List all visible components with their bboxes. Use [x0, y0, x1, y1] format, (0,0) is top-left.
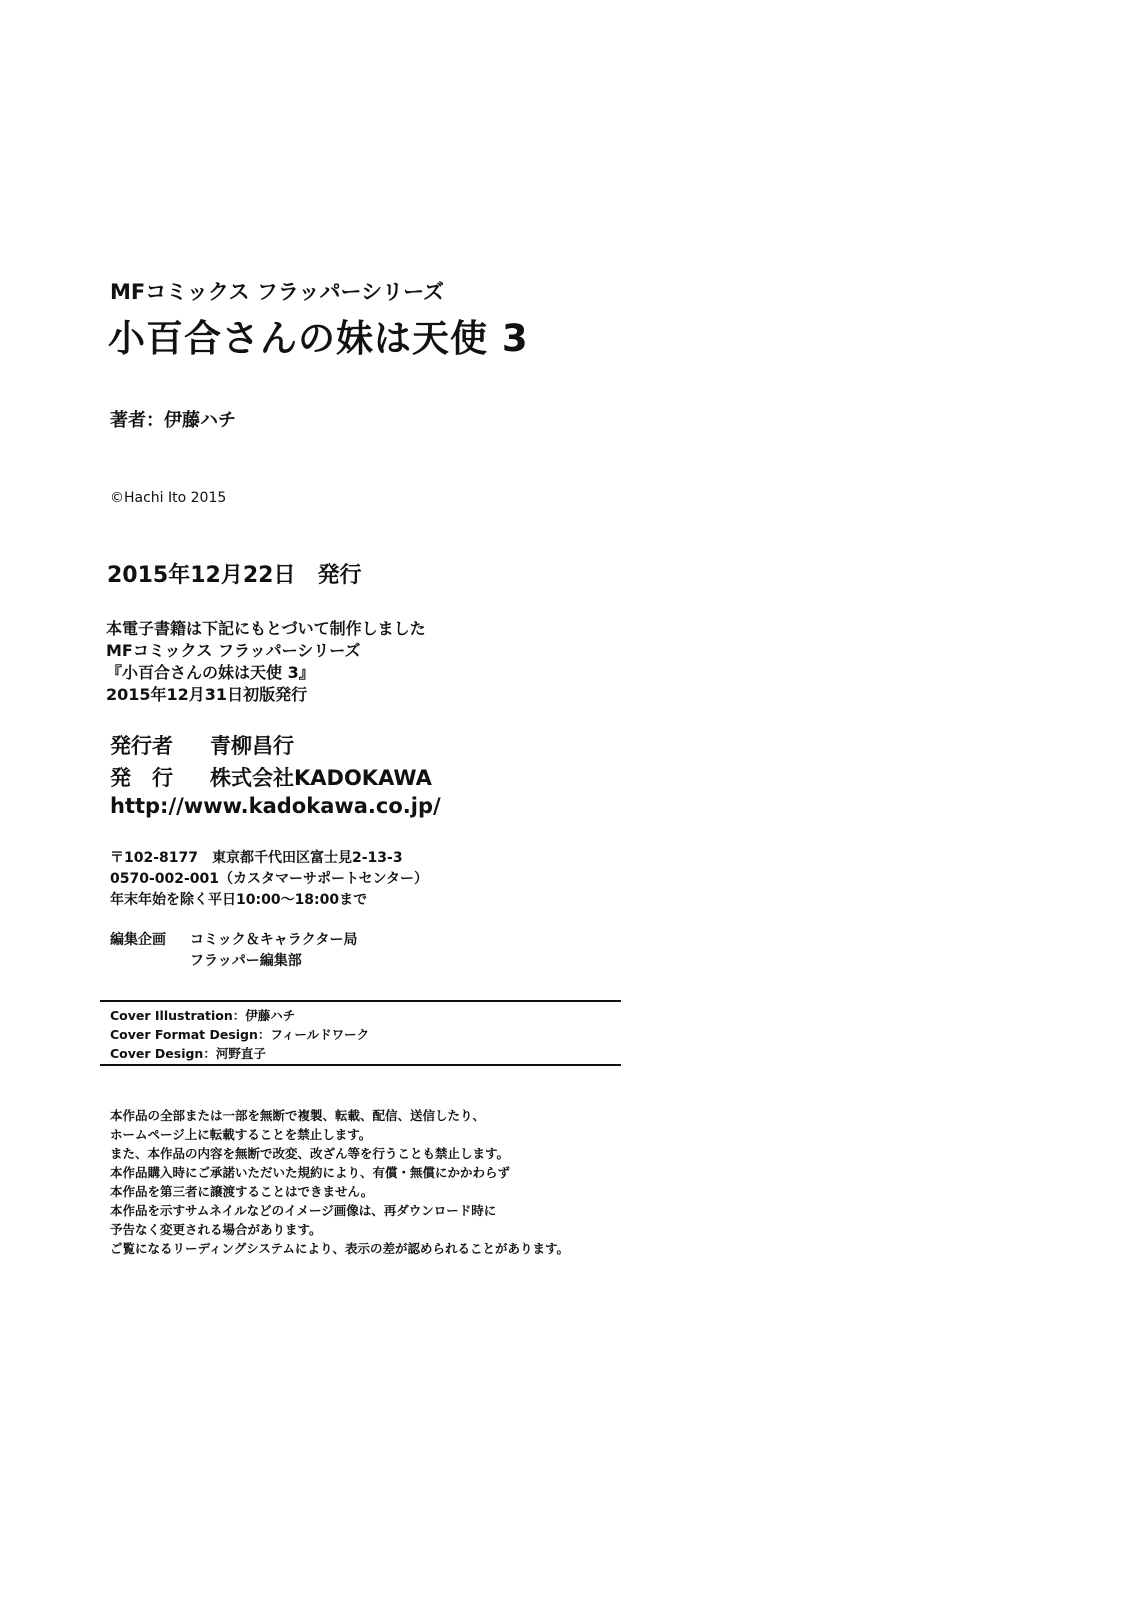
editorial-team: フラッパー編集部	[190, 953, 302, 969]
divider-top	[100, 1000, 621, 1002]
notice-line: 本作品を示すサムネイルなどのイメージ画像は、再ダウンロード時に	[110, 1203, 497, 1218]
address-block	[110, 848, 428, 911]
copyright-notice: ©Hachi Ito 2015	[110, 490, 227, 506]
publisher-name: 青柳昌行	[210, 734, 294, 758]
notice-line: また、本作品の内容を無断で改変、改ざん等を行うことも禁止します。	[110, 1146, 510, 1161]
editorial-row	[110, 951, 357, 972]
ebook-note-line: MFコミックス フラッパーシリーズ	[106, 641, 361, 660]
issuer-label: 発 行	[110, 766, 173, 790]
address-line: 〒102-8177 東京都千代田区富士見2-13-3	[110, 850, 403, 866]
author-line: 著者：伊藤ハチ	[110, 410, 236, 431]
publisher-block	[110, 730, 432, 794]
ebook-note-line: 『小百合さんの妹は天使 3』	[106, 663, 315, 682]
editorial-department: コミック＆キャラクター局	[190, 932, 358, 948]
credit-line: Cover Illustration：伊藤ハチ	[110, 1008, 296, 1023]
notice-line: 本作品を第三者に譲渡することはできません。	[110, 1184, 374, 1199]
publication-date: 2015年12月22日 発行	[107, 563, 362, 588]
series-name: MFコミックス フラッパーシリーズ	[110, 280, 445, 304]
issuer-row	[110, 762, 432, 794]
editorial-label: 編集企画	[110, 932, 166, 948]
hours-line: 年末年始を除く平日10:00～18:00まで	[110, 892, 368, 908]
cover-credits	[110, 1006, 369, 1063]
issuer-name: 株式会社KADOKAWA	[210, 766, 432, 790]
ebook-note-line: 本電子書籍は下記にもとづいて制作しました	[106, 619, 426, 638]
publisher-url: http://www.kadokawa.co.jp/	[110, 794, 441, 818]
legal-notice	[110, 1106, 569, 1258]
notice-line: 本作品購入時にご承諾いただいた規約により、有償・無償にかかわらず	[110, 1165, 511, 1180]
publisher-label: 発行者	[110, 734, 173, 758]
editorial-row	[110, 930, 357, 951]
notice-line: 予告なく変更される場合があります。	[110, 1222, 322, 1237]
book-title: 小百合さんの妹は天使 3	[108, 317, 529, 360]
credit-line: Cover Design：河野直子	[110, 1046, 266, 1061]
ebook-note-line: 2015年12月31日初版発行	[106, 685, 308, 704]
publisher-row	[110, 730, 432, 762]
divider-bottom	[100, 1064, 621, 1066]
notice-line: ホームページ上に転載することを禁止します。	[110, 1127, 372, 1142]
notice-line: ご覧になるリーディングシステムにより、表示の差が認められることがあります。	[110, 1241, 570, 1256]
credit-line: Cover Format Design：フィールドワーク	[110, 1027, 370, 1042]
phone-line: 0570-002-001（カスタマーサポートセンター）	[110, 871, 429, 887]
editorial-block	[110, 930, 357, 972]
notice-line: 本作品の全部または一部を無断で複製、転載、配信、送信したり、	[110, 1108, 486, 1123]
ebook-note	[106, 618, 426, 706]
